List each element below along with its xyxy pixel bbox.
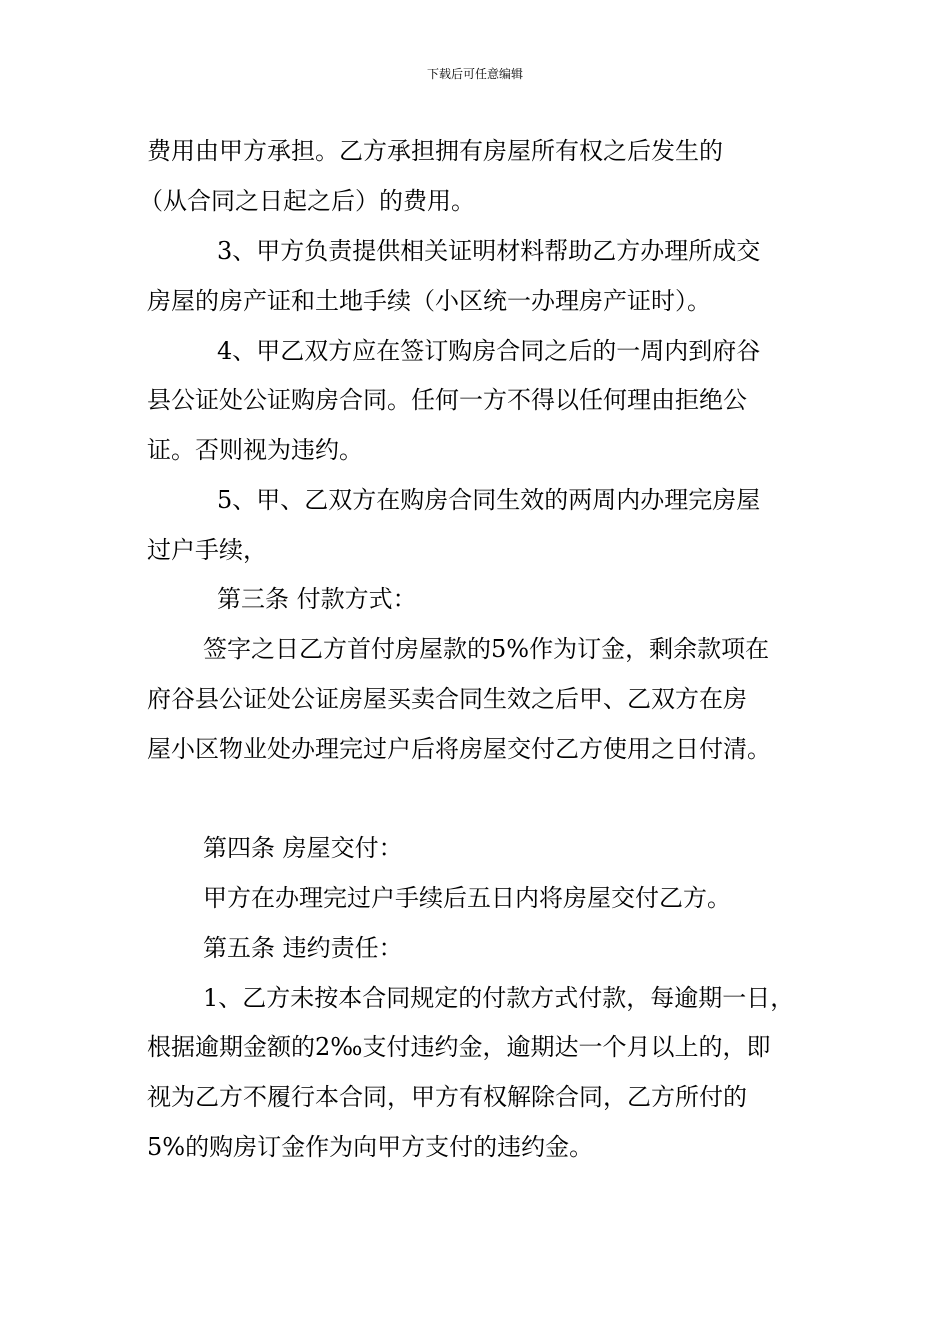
text-line: （从合同之日起之后）的费用。 bbox=[139, 187, 475, 215]
section-heading: 第五条 违约责任： bbox=[203, 934, 403, 962]
text-line: 3、甲方负责提供相关证明材料帮助乙方办理所成交 bbox=[217, 237, 761, 265]
text-line: 屋小区物业处办理完过户后将房屋交付乙方使用之日付清。 bbox=[147, 735, 771, 763]
text-line: 根据逾期金额的2‰支付违约金，逾期达一个月以上的，即 bbox=[147, 1033, 771, 1061]
text-line: 5、甲、乙双方在购房合同生效的两周内办理完房屋 bbox=[217, 486, 761, 514]
text-line: 5%的购房订金作为向甲方支付的违约金。 bbox=[147, 1133, 594, 1161]
text-line: 甲方在办理完过户手续后五日内将房屋交付乙方。 bbox=[203, 884, 731, 912]
text-line: 签字之日乙方首付房屋款的5%作为订金，剩余款项在 bbox=[203, 635, 770, 663]
text-line: 证。否则视为违约。 bbox=[147, 436, 363, 464]
text-line: 视为乙方不履行本合同，甲方有权解除合同，乙方所付的 bbox=[147, 1083, 747, 1111]
section-heading: 第三条 付款方式： bbox=[217, 585, 417, 613]
text-line: 1、乙方未按本合同规定的付款方式付款，每逾期一日， bbox=[203, 984, 795, 1012]
text-line: 房屋的房产证和土地手续（小区统一办理房产证时）。 bbox=[147, 287, 711, 315]
text-line: 府谷县公证处公证房屋买卖合同生效之后甲、乙双方在房 bbox=[147, 685, 747, 713]
text-line: 费用由甲方承担。乙方承担拥有房屋所有权之后发生的 bbox=[147, 137, 723, 165]
text-line: 4、甲乙双方应在签订购房合同之后的一周内到府谷 bbox=[217, 337, 761, 365]
page-header-note: 下载后可任意编辑 bbox=[426, 67, 523, 81]
text-line: 县公证处公证购房合同。任何一方不得以任何理由拒绝公 bbox=[147, 386, 747, 414]
text-line: 过户手续， bbox=[147, 536, 267, 564]
section-heading: 第四条 房屋交付： bbox=[203, 834, 403, 862]
